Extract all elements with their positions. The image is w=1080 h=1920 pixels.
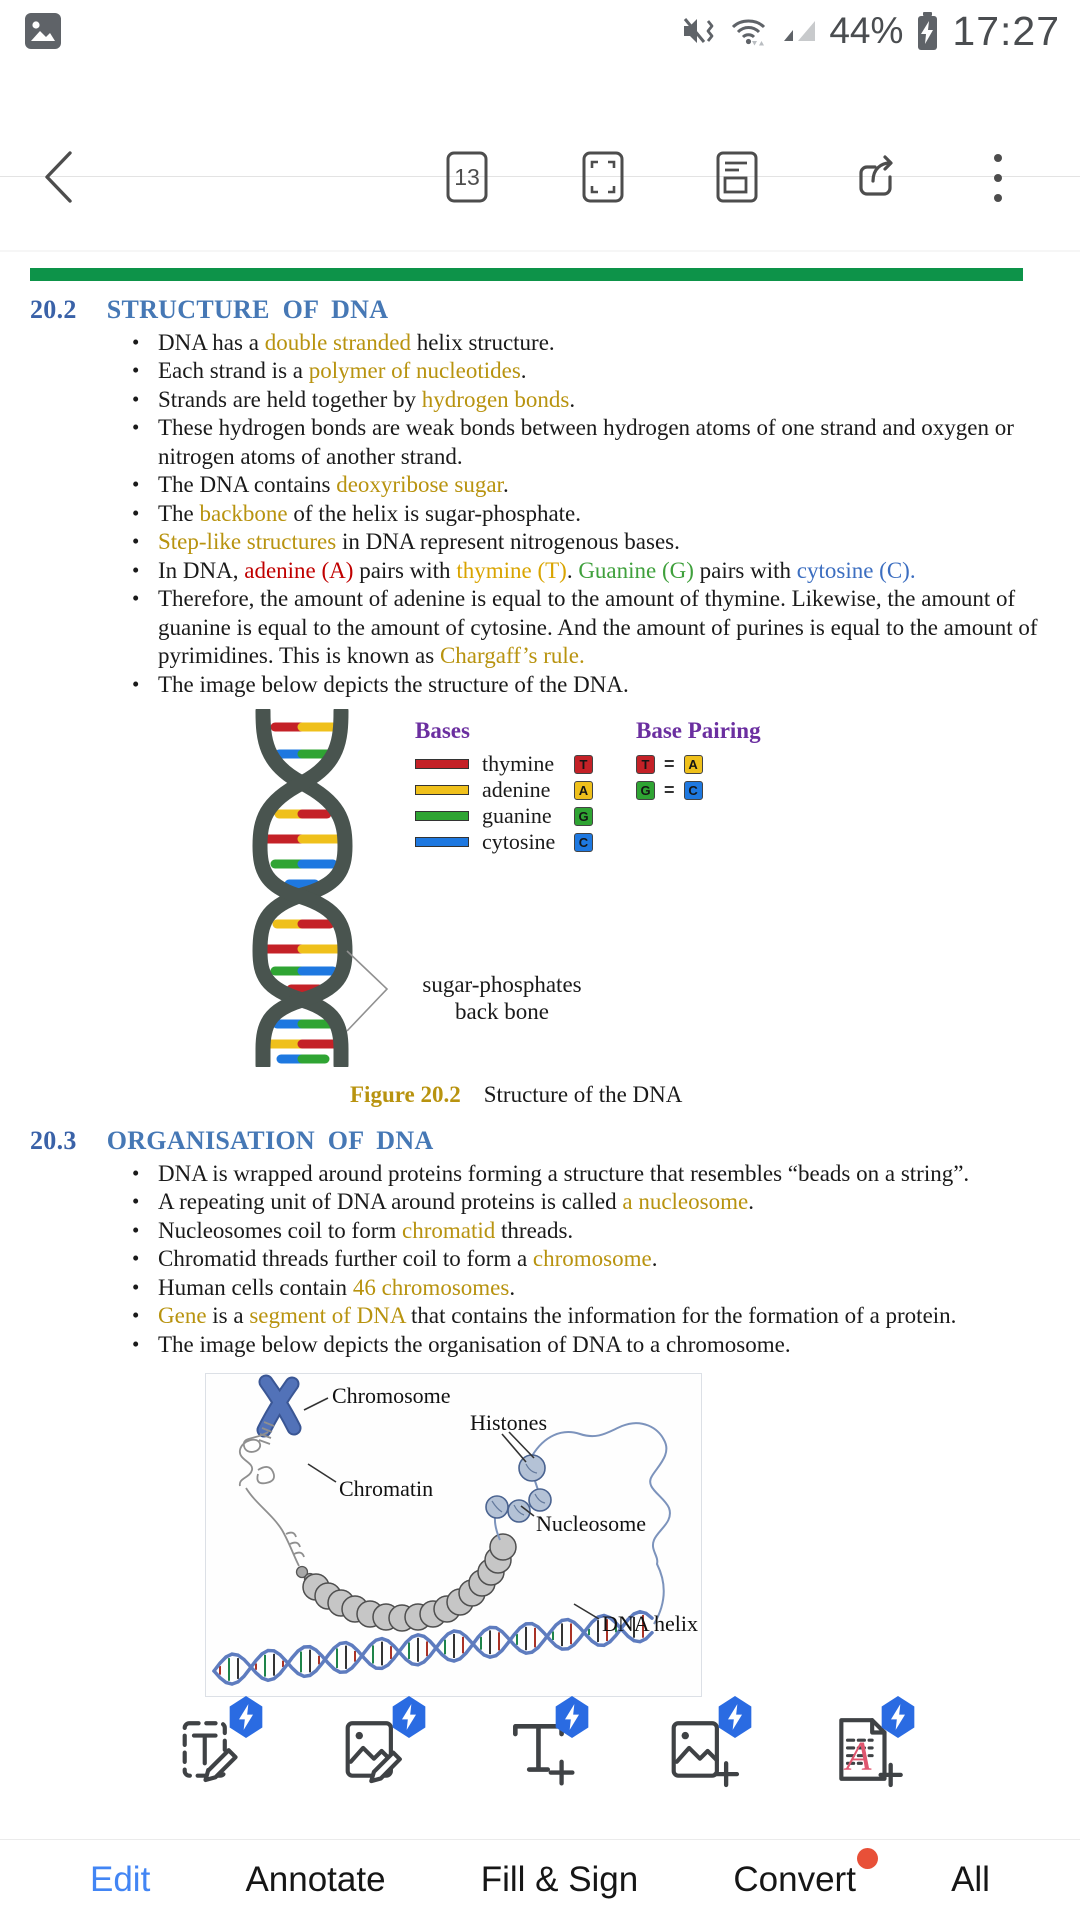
add-signature-tool[interactable] bbox=[829, 1698, 903, 1790]
base-letter-badge: C bbox=[574, 833, 593, 852]
label-chromatin: Chromatin bbox=[339, 1476, 434, 1501]
bullet-marker: • bbox=[132, 500, 140, 525]
premium-badge-icon bbox=[881, 1696, 915, 1738]
base-letter-badge: G bbox=[574, 807, 593, 826]
wifi-icon bbox=[729, 15, 769, 47]
bullet-item: • The DNA contains deoxyribose sugar. bbox=[132, 472, 509, 497]
legend-row bbox=[415, 751, 593, 777]
bullet-marker: • bbox=[132, 1160, 140, 1185]
premium-badge-icon bbox=[718, 1696, 752, 1738]
bullet-item: • These hydrogen bonds are weak bonds between hydrogen atoms of one strand and oxygen or nitrogen atoms of another strand. bbox=[132, 415, 1014, 469]
section-number: 20.3 bbox=[30, 1126, 77, 1155]
bullet-marker: • bbox=[132, 1189, 140, 1213]
nav-item-edit[interactable]: Edit bbox=[90, 1860, 151, 1899]
figure-caption-label: Figure 20.2 bbox=[350, 1082, 461, 1107]
legend-base-name: thymine bbox=[482, 750, 555, 776]
legend-base-name: cytosine bbox=[482, 828, 556, 854]
figure-caption-text: Structure of the DNA bbox=[483, 1082, 683, 1107]
bullet-item: • Strands are held together by hydrogen bonds. bbox=[132, 386, 576, 412]
base-letter-badge: G bbox=[636, 781, 655, 800]
section-title: ORGANISATION OF DNA bbox=[106, 1126, 434, 1155]
bullet-item: • A repeating unit of DNA around proteins is called a nucleosome. bbox=[132, 1189, 754, 1214]
premium-badge-icon bbox=[555, 1696, 589, 1738]
add-image-tool[interactable] bbox=[666, 1698, 740, 1790]
legend-base-name: adenine bbox=[482, 776, 551, 802]
notification-dot bbox=[857, 1848, 878, 1869]
add-text-tool[interactable] bbox=[503, 1698, 577, 1790]
bullet-list-20-2 bbox=[30, 329, 1052, 700]
share-button[interactable] bbox=[846, 150, 900, 204]
legend-color-bar bbox=[415, 785, 469, 795]
base-pair-row bbox=[636, 751, 761, 777]
page-top-edge bbox=[0, 250, 1080, 252]
legend-color-bar bbox=[415, 811, 469, 821]
edit-text-box-tool[interactable] bbox=[177, 1698, 251, 1790]
edit-tools-row bbox=[0, 1698, 1080, 1790]
base-letter-badge: A bbox=[574, 781, 593, 800]
reader-view-button[interactable] bbox=[714, 150, 760, 204]
chromosome-organisation-illustration bbox=[205, 1373, 702, 1697]
figure-organisation bbox=[30, 1369, 1052, 1709]
pair-equals: = bbox=[664, 779, 675, 800]
bullet-marker: • bbox=[132, 358, 140, 382]
bullet-item: • The image below depicts the structure of the DNA. bbox=[132, 671, 629, 697]
label-nucleosome: Nucleosome bbox=[536, 1511, 646, 1536]
page-number-button[interactable] bbox=[444, 150, 490, 204]
label-chromosome: Chromosome bbox=[332, 1383, 451, 1408]
bullet-marker: • bbox=[132, 1217, 140, 1242]
bullet-marker: • bbox=[132, 1274, 140, 1299]
bullet-item: • In DNA, adenine (A) pairs with thymine (T). Guanine (G) pairs with cytosine (C). bbox=[132, 557, 916, 583]
bullet-item: • Each strand is a polymer of nucleotides. bbox=[132, 358, 527, 383]
mute-vibrate-icon bbox=[681, 14, 717, 48]
base-pairing-legend bbox=[636, 717, 761, 803]
edit-image-tool[interactable] bbox=[340, 1698, 414, 1790]
base-letter-badge: T bbox=[636, 755, 655, 774]
bullet-item: • The backbone of the helix is sugar-phosphate. bbox=[132, 500, 582, 526]
back-button[interactable] bbox=[38, 148, 78, 206]
more-options-button[interactable] bbox=[988, 150, 1008, 206]
legend-row bbox=[415, 777, 593, 803]
bullet-marker: • bbox=[132, 1246, 140, 1270]
bullet-item: • Chromatid threads further coil to form a chromosome. bbox=[132, 1246, 658, 1271]
notification-image-icon bbox=[24, 12, 62, 50]
base-letter-badge: A bbox=[684, 755, 703, 774]
legend-title: Bases bbox=[415, 718, 470, 743]
section-title: STRUCTURE OF DNA bbox=[106, 295, 389, 324]
nav-item-fill-sign[interactable]: Fill & Sign bbox=[480, 1860, 639, 1899]
legend-base-name: guanine bbox=[482, 802, 552, 828]
battery-charging-icon bbox=[915, 12, 940, 51]
bullet-list-20-3 bbox=[30, 1160, 1052, 1360]
base-letter-badge: C bbox=[684, 781, 703, 800]
legend-row bbox=[415, 803, 593, 829]
status-bar bbox=[0, 0, 1080, 60]
bullet-item: • The image below depicts the organisation of DNA to a chromosome. bbox=[132, 1331, 791, 1357]
bullet-item: • Gene is a segment of DNA that contains the information for the formation of a protein. bbox=[132, 1303, 957, 1328]
legend-row bbox=[415, 829, 593, 855]
bullet-item: • Therefore, the amount of adenine is equal to the amount of thymine. Likewise, the amount of guanine is equal to the amount of cytosine. And the amount of purines is equal to the amount of pyrimidines. This is known as Chargaff’s rule. bbox=[132, 586, 1038, 668]
nav-item-convert[interactable]: Convert bbox=[733, 1860, 856, 1900]
section-number: 20.2 bbox=[30, 295, 77, 324]
base-letter-badge: T bbox=[574, 755, 593, 774]
section-heading-20-2 bbox=[30, 296, 1052, 325]
bullet-marker: • bbox=[132, 671, 140, 696]
bullet-marker: • bbox=[132, 386, 140, 411]
fit-screen-button[interactable] bbox=[580, 150, 626, 204]
bullet-item: • Nucleosomes coil to form chromatid threads. bbox=[132, 1217, 574, 1243]
bullet-marker: • bbox=[132, 1303, 140, 1327]
bullet-item: • Human cells contain 46 chromosomes. bbox=[132, 1274, 516, 1300]
bases-legend bbox=[415, 717, 593, 855]
bullet-marker: • bbox=[132, 529, 140, 553]
bullet-item: • Step-like structures in DNA represent nitrogenous bases. bbox=[132, 529, 680, 554]
section-heading-20-3 bbox=[30, 1127, 1052, 1156]
battery-percent: 44% bbox=[829, 10, 904, 51]
bullet-marker: • bbox=[132, 1331, 140, 1356]
nav-item-all[interactable]: All bbox=[951, 1860, 990, 1899]
legend-color-bar bbox=[415, 837, 469, 847]
page-number-text: 13 bbox=[454, 164, 480, 190]
premium-badge-icon bbox=[229, 1696, 263, 1738]
svg-text:A: A bbox=[845, 1733, 872, 1780]
bullet-marker: • bbox=[132, 329, 140, 354]
premium-badge-icon bbox=[392, 1696, 426, 1738]
label-dna-helix: DNA helix bbox=[602, 1611, 698, 1636]
figure-20-2 bbox=[30, 709, 1052, 1127]
pairing-title: Base Pairing bbox=[636, 718, 761, 743]
bullet-marker: • bbox=[132, 557, 140, 582]
top-toolbar bbox=[0, 60, 1080, 190]
backbone-label: sugar-phosphates back bone bbox=[422, 972, 582, 1024]
label-histones: Histones bbox=[470, 1410, 547, 1435]
base-pair-row bbox=[636, 777, 761, 803]
section-divider-bar bbox=[30, 268, 1023, 281]
bullet-marker: • bbox=[132, 472, 140, 496]
pair-equals: = bbox=[664, 753, 675, 774]
bullet-item: • DNA has a double stranded helix structure. bbox=[132, 329, 555, 355]
pdf-page[interactable] bbox=[30, 296, 1052, 1709]
legend-color-bar bbox=[415, 759, 469, 769]
bullet-item: • DNA is wrapped around proteins forming a structure that resembles “beads on a string”. bbox=[132, 1160, 970, 1186]
figure-caption bbox=[350, 1081, 682, 1110]
nav-item-annotate[interactable]: Annotate bbox=[245, 1860, 386, 1899]
bullet-marker: • bbox=[132, 415, 140, 439]
bullet-marker: • bbox=[132, 586, 140, 610]
clock-time: 17:27 bbox=[952, 7, 1060, 54]
cell-signal-icon bbox=[781, 19, 817, 43]
bottom-nav-bar bbox=[0, 1839, 1080, 1920]
